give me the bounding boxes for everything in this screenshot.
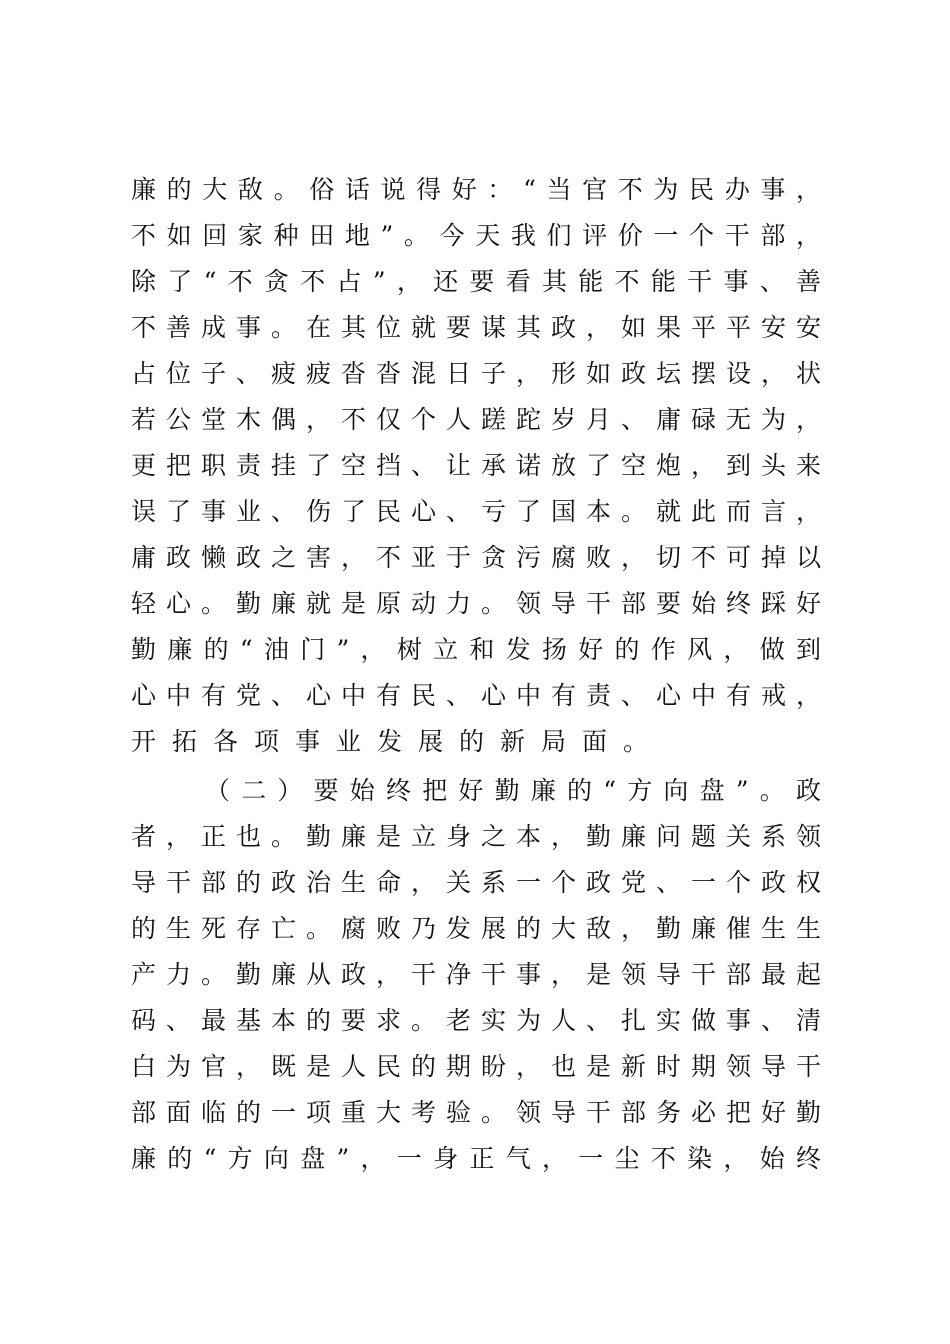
text-line-9: 庸政懒政之害，不亚于贪污腐败，切不可掉以 xyxy=(131,543,821,572)
section-heading-line: （二）要始终把好勤廉的“方向盘”。政 xyxy=(205,776,821,805)
text-line-11: 勤廉的“油门”，树立和发扬好的作风，做到 xyxy=(131,635,821,664)
text-line-17: 的生死存亡。腐败乃发展的大敌，勤廉催生生 xyxy=(131,914,821,943)
text-line-19: 码、最基本的要求。老实为人、扎实做事、清 xyxy=(131,1006,821,1035)
text-line-21: 部面临的一项重大考验。领导干部务必把好勤 xyxy=(131,1098,821,1127)
text-line-8: 误了事业、伤了民心、亏了国本。就此而言， xyxy=(131,497,821,526)
text-line-12: 心中有党、心中有民、心中有责、心中有戒， xyxy=(131,681,821,710)
text-line-20: 白为官，既是人民的期盼，也是新时期领导干 xyxy=(131,1052,821,1081)
text-line-5: 占位子、疲疲沓沓混日子，形如政坛摆设，状 xyxy=(131,359,821,388)
text-line-10: 轻心。勤廉就是原动力。领导干部要始终踩好 xyxy=(131,589,821,618)
text-line-16: 导干部的政治生命，关系一个政党、一个政权 xyxy=(131,868,821,897)
text-line-7: 更把职责挂了空挡、让承诺放了空炮，到头来 xyxy=(131,451,821,480)
text-line-15: 者，正也。勤廉是立身之本，勤廉问题关系领 xyxy=(131,822,821,851)
text-line-22: 廉的“方向盘”，一身正气，一尘不染，始终 xyxy=(131,1144,821,1173)
text-line-18: 产力。勤廉从政，干净干事，是领导干部最起 xyxy=(131,960,821,989)
text-line-1: 廉的大敌。俗话说得好：“当官不为民办事， xyxy=(131,175,821,204)
text-line-3: 除了“不贪不占”，还要看其能不能干事、善 xyxy=(131,267,821,296)
text-line-6: 若公堂木偶，不仅个人蹉跎岁月、庸碌无为， xyxy=(131,405,821,434)
text-line-2: 不如回家种田地”。今天我们评价一个干部， xyxy=(131,221,821,250)
text-line-13: 开拓各项事业发展的新局面。 xyxy=(131,727,665,756)
text-line-4: 不善成事。在其位就要谋其政，如果平平安安 xyxy=(131,313,821,342)
